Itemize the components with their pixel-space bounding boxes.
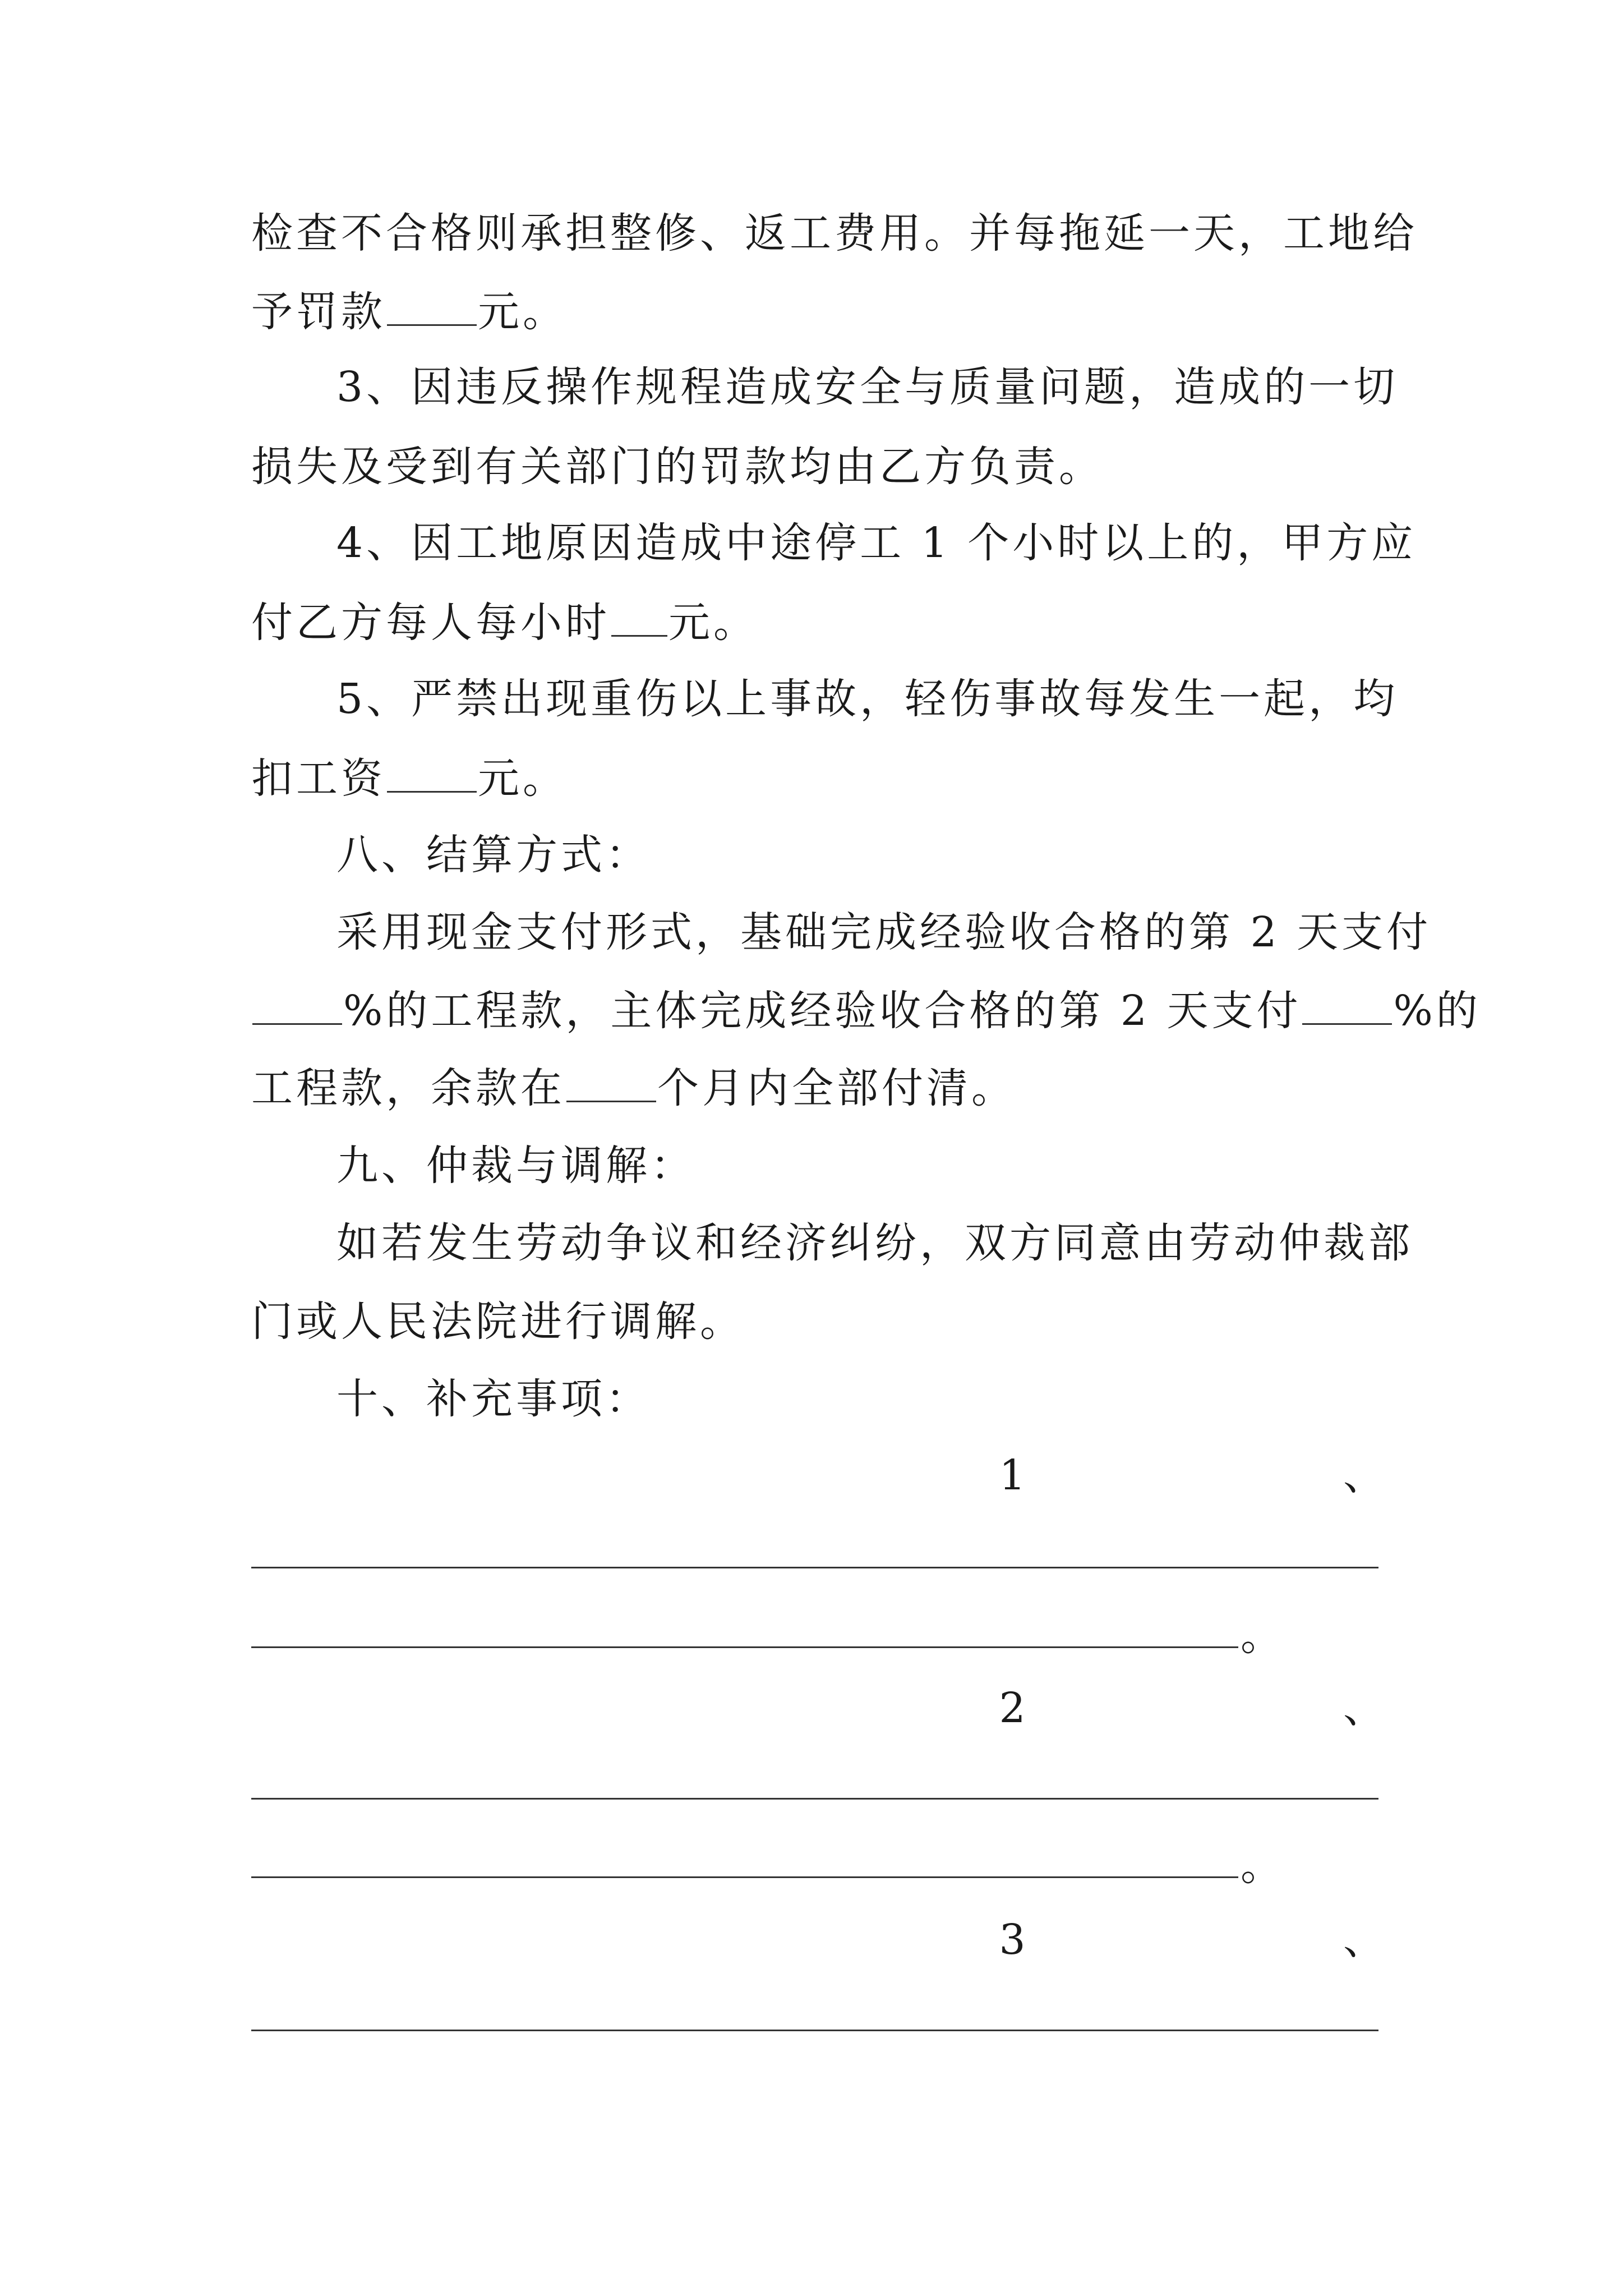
- text-line: 工程款，余款在 个月内全部付清。: [251, 1064, 1016, 1112]
- text-line: 采用现金支付形式，基础完成经验收合格的第 2 天支付: [336, 908, 1432, 956]
- text-line: 5、严禁出现重伤以上事故，轻伤事故每发生一起，均: [336, 675, 1399, 723]
- fill-blank: [252, 988, 342, 1025]
- fill-blank: [387, 756, 477, 793]
- blank-rule: [251, 1876, 1238, 1878]
- fill-blank: [611, 600, 667, 637]
- text-line: %的工程款，主体完成经验收合格的第 2 天支付 %的: [251, 983, 1390, 1039]
- text-line: 如若发生劳动争议和经济纠纷，双方同意由劳动仲裁部: [336, 1219, 1413, 1267]
- item-number: 2: [999, 1684, 1026, 1732]
- blank-rule: [251, 2030, 1378, 2031]
- item-separator: 、: [1343, 1916, 1385, 1964]
- text-line: 3、因违反操作规程造成安全与质量问题，造成的一切: [336, 363, 1399, 411]
- section-heading: 十、补充事项：: [336, 1375, 651, 1423]
- blank-rule: [251, 1646, 1238, 1648]
- item-end: 。: [1241, 1842, 1282, 1890]
- text-line: 付乙方每人每小时 元。: [251, 599, 758, 647]
- item-separator: 、: [1343, 1684, 1385, 1732]
- item-number: 3: [999, 1916, 1026, 1964]
- section-heading: 九、仲裁与调解：: [336, 1142, 695, 1190]
- text-line: 门或人民法院进行调解。: [251, 1297, 745, 1346]
- item-number: 1: [999, 1451, 1026, 1499]
- text-line: 损失及受到有关部门的罚款均由乙方负责。: [251, 443, 1104, 491]
- text-line: 予罚款 元。: [251, 288, 568, 336]
- fill-blank: [566, 1066, 656, 1102]
- fill-blank: [1302, 988, 1392, 1025]
- blank-rule: [251, 1567, 1378, 1568]
- item-end: 。: [1241, 1612, 1282, 1660]
- text-line: 4、因工地原因造成中途停工 1 个小时以上的，甲方应: [336, 519, 1417, 567]
- section-heading: 八、结算方式：: [336, 831, 651, 879]
- fill-blank: [387, 289, 477, 326]
- item-separator: 、: [1343, 1451, 1385, 1499]
- blank-rule: [251, 1798, 1378, 1800]
- text-line: 检查不合格则承担整修、返工费用。并每拖延一天，工地给: [251, 209, 1418, 257]
- text-line: 扣工资 元。: [251, 754, 568, 803]
